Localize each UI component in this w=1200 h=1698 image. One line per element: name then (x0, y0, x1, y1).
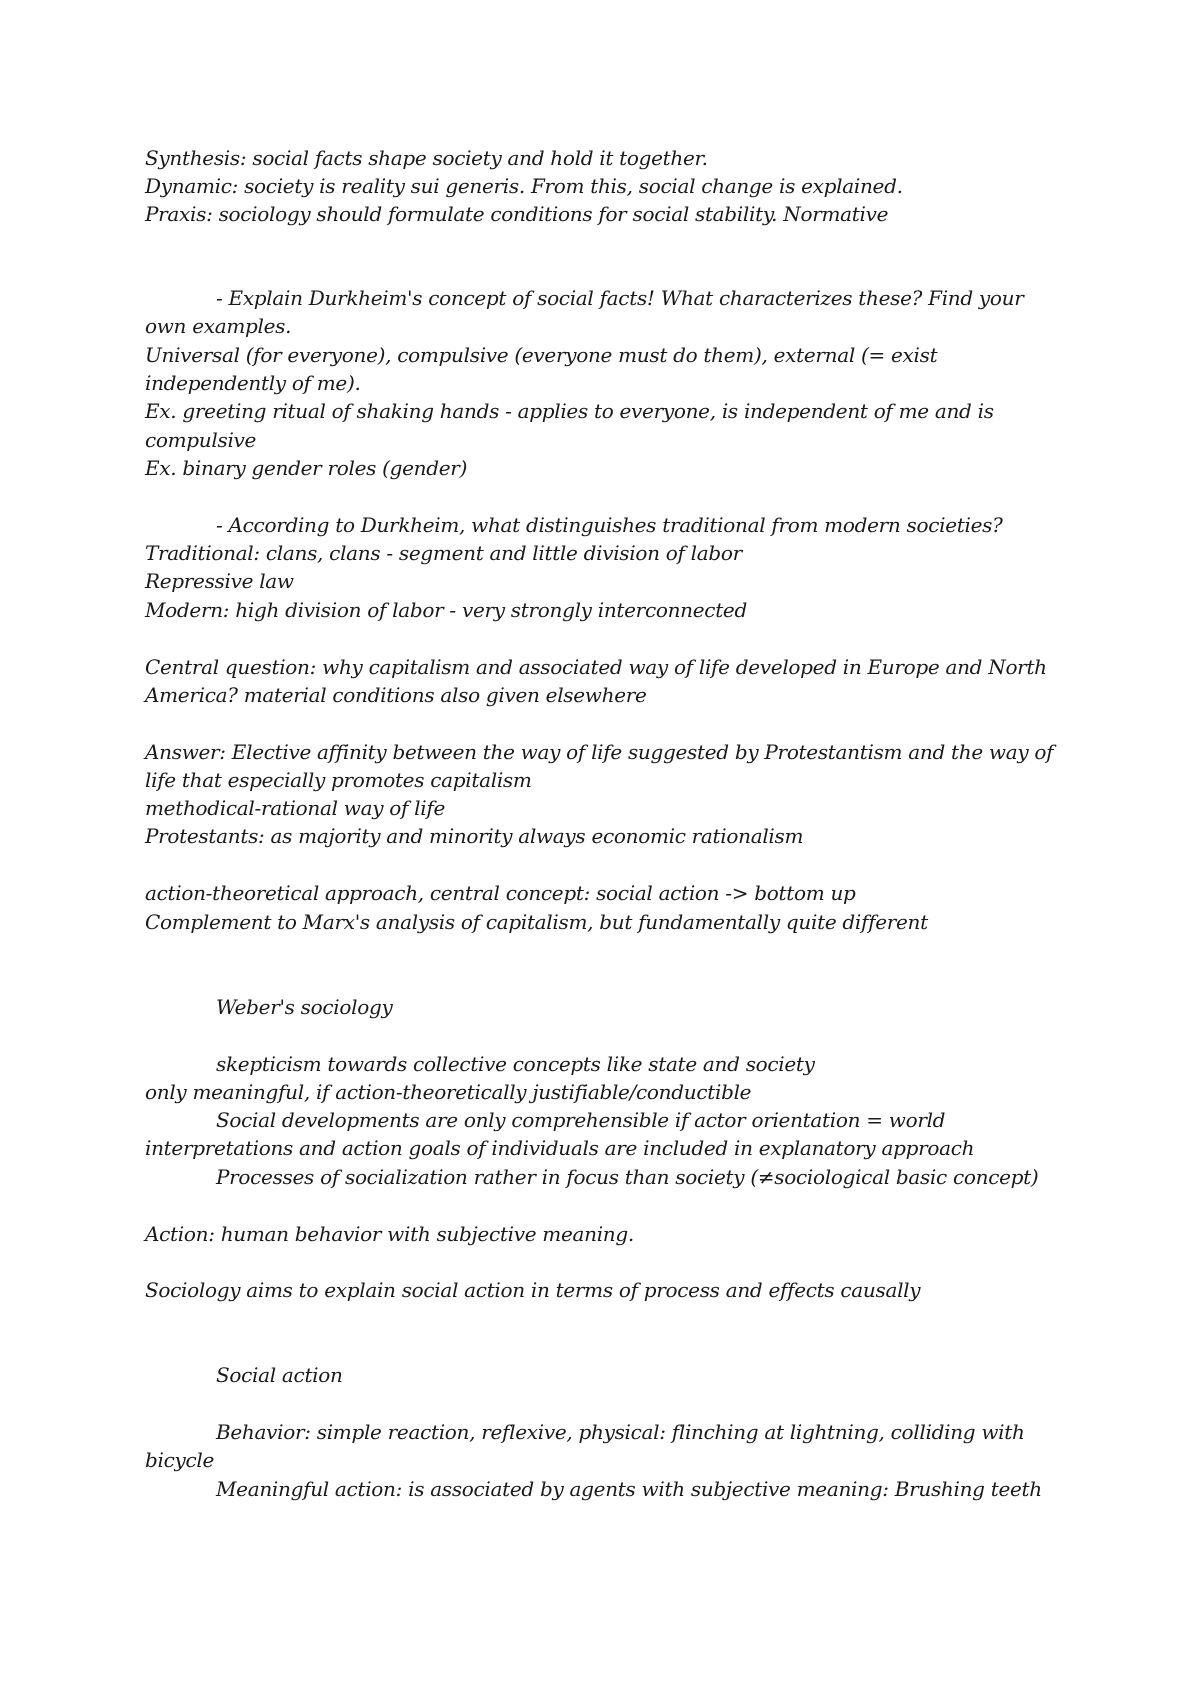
text-line: Complement to Marx's analysis of capitalism, but fundamentally quite different (145, 910, 928, 934)
text-line: America? material conditions also given elsewhere (145, 683, 647, 707)
text-line: Praxis: sociology should formulate conditions for social stability. Normative (145, 202, 889, 226)
text-line: Action: human behavior with subjective meaning. (145, 1222, 634, 1246)
text-line: Answer: Elective affinity between the way of life suggested by Protestantism and the way of (145, 740, 1054, 764)
text-line: methodical-rational way of life (145, 796, 445, 820)
text-line: Ex. greeting ritual of shaking hands - applies to everyone, is independent of me and is (145, 399, 994, 423)
text-line: skepticism towards collective concepts like state and society (216, 1052, 815, 1076)
text-line: Synthesis: social facts shape society and hold it together. (145, 146, 708, 170)
text-line: Behavior: simple reaction, reflexive, physical: flinching at lightning, colliding with (216, 1420, 1025, 1444)
text-line: Meaningful action: is associated by agents with subjective meaning: Brushing teeth (216, 1477, 1042, 1501)
text-line: bicycle (145, 1448, 215, 1472)
text-line: life that especially promotes capitalism (145, 768, 532, 792)
text-line: Protestants: as majority and minority always economic rationalism (145, 824, 804, 848)
text-line: only meaningful, if action-theoretically justifiable/conductible (145, 1080, 752, 1104)
text-line: compulsive (145, 428, 257, 452)
question-line: - According to Durkheim, what distinguishes traditional from modern societies? (216, 513, 1003, 537)
section-heading: Weber's sociology (216, 995, 393, 1019)
text-line: Processes of socialization rather in focus than society (≠sociological basic concept) (216, 1165, 1039, 1189)
text-line: independently of me). (145, 371, 361, 395)
text-line: Modern: high division of labor - very strongly interconnected (145, 598, 747, 622)
section-heading: Social action (216, 1363, 343, 1387)
text-line: Sociology aims to explain social action in terms of process and effects causally (145, 1278, 921, 1302)
text-line: own examples. (145, 314, 292, 338)
text-line: Universal (for everyone), compulsive (everyone must do them), external (= exist (145, 343, 938, 367)
text-line: Ex. binary gender roles (gender) (145, 456, 468, 480)
text-line: Dynamic: society is reality sui generis. From this, social change is explained. (145, 174, 903, 198)
text-line: Central question: why capitalism and associated way of life developed in Europe and North (145, 655, 1047, 679)
text-line: action-theoretical approach, central concept: social action -> bottom up (145, 881, 856, 905)
text-line: Social developments are only comprehensible if actor orientation = world (216, 1108, 946, 1132)
question-line: - Explain Durkheim's concept of social facts! What characterizes these? Find your (216, 286, 1024, 310)
text-line: interpretations and action goals of individuals are included in explanatory approach (145, 1136, 975, 1160)
text-line: Traditional: clans, clans - segment and little division of labor (145, 541, 742, 565)
text-line: Repressive law (145, 569, 294, 593)
